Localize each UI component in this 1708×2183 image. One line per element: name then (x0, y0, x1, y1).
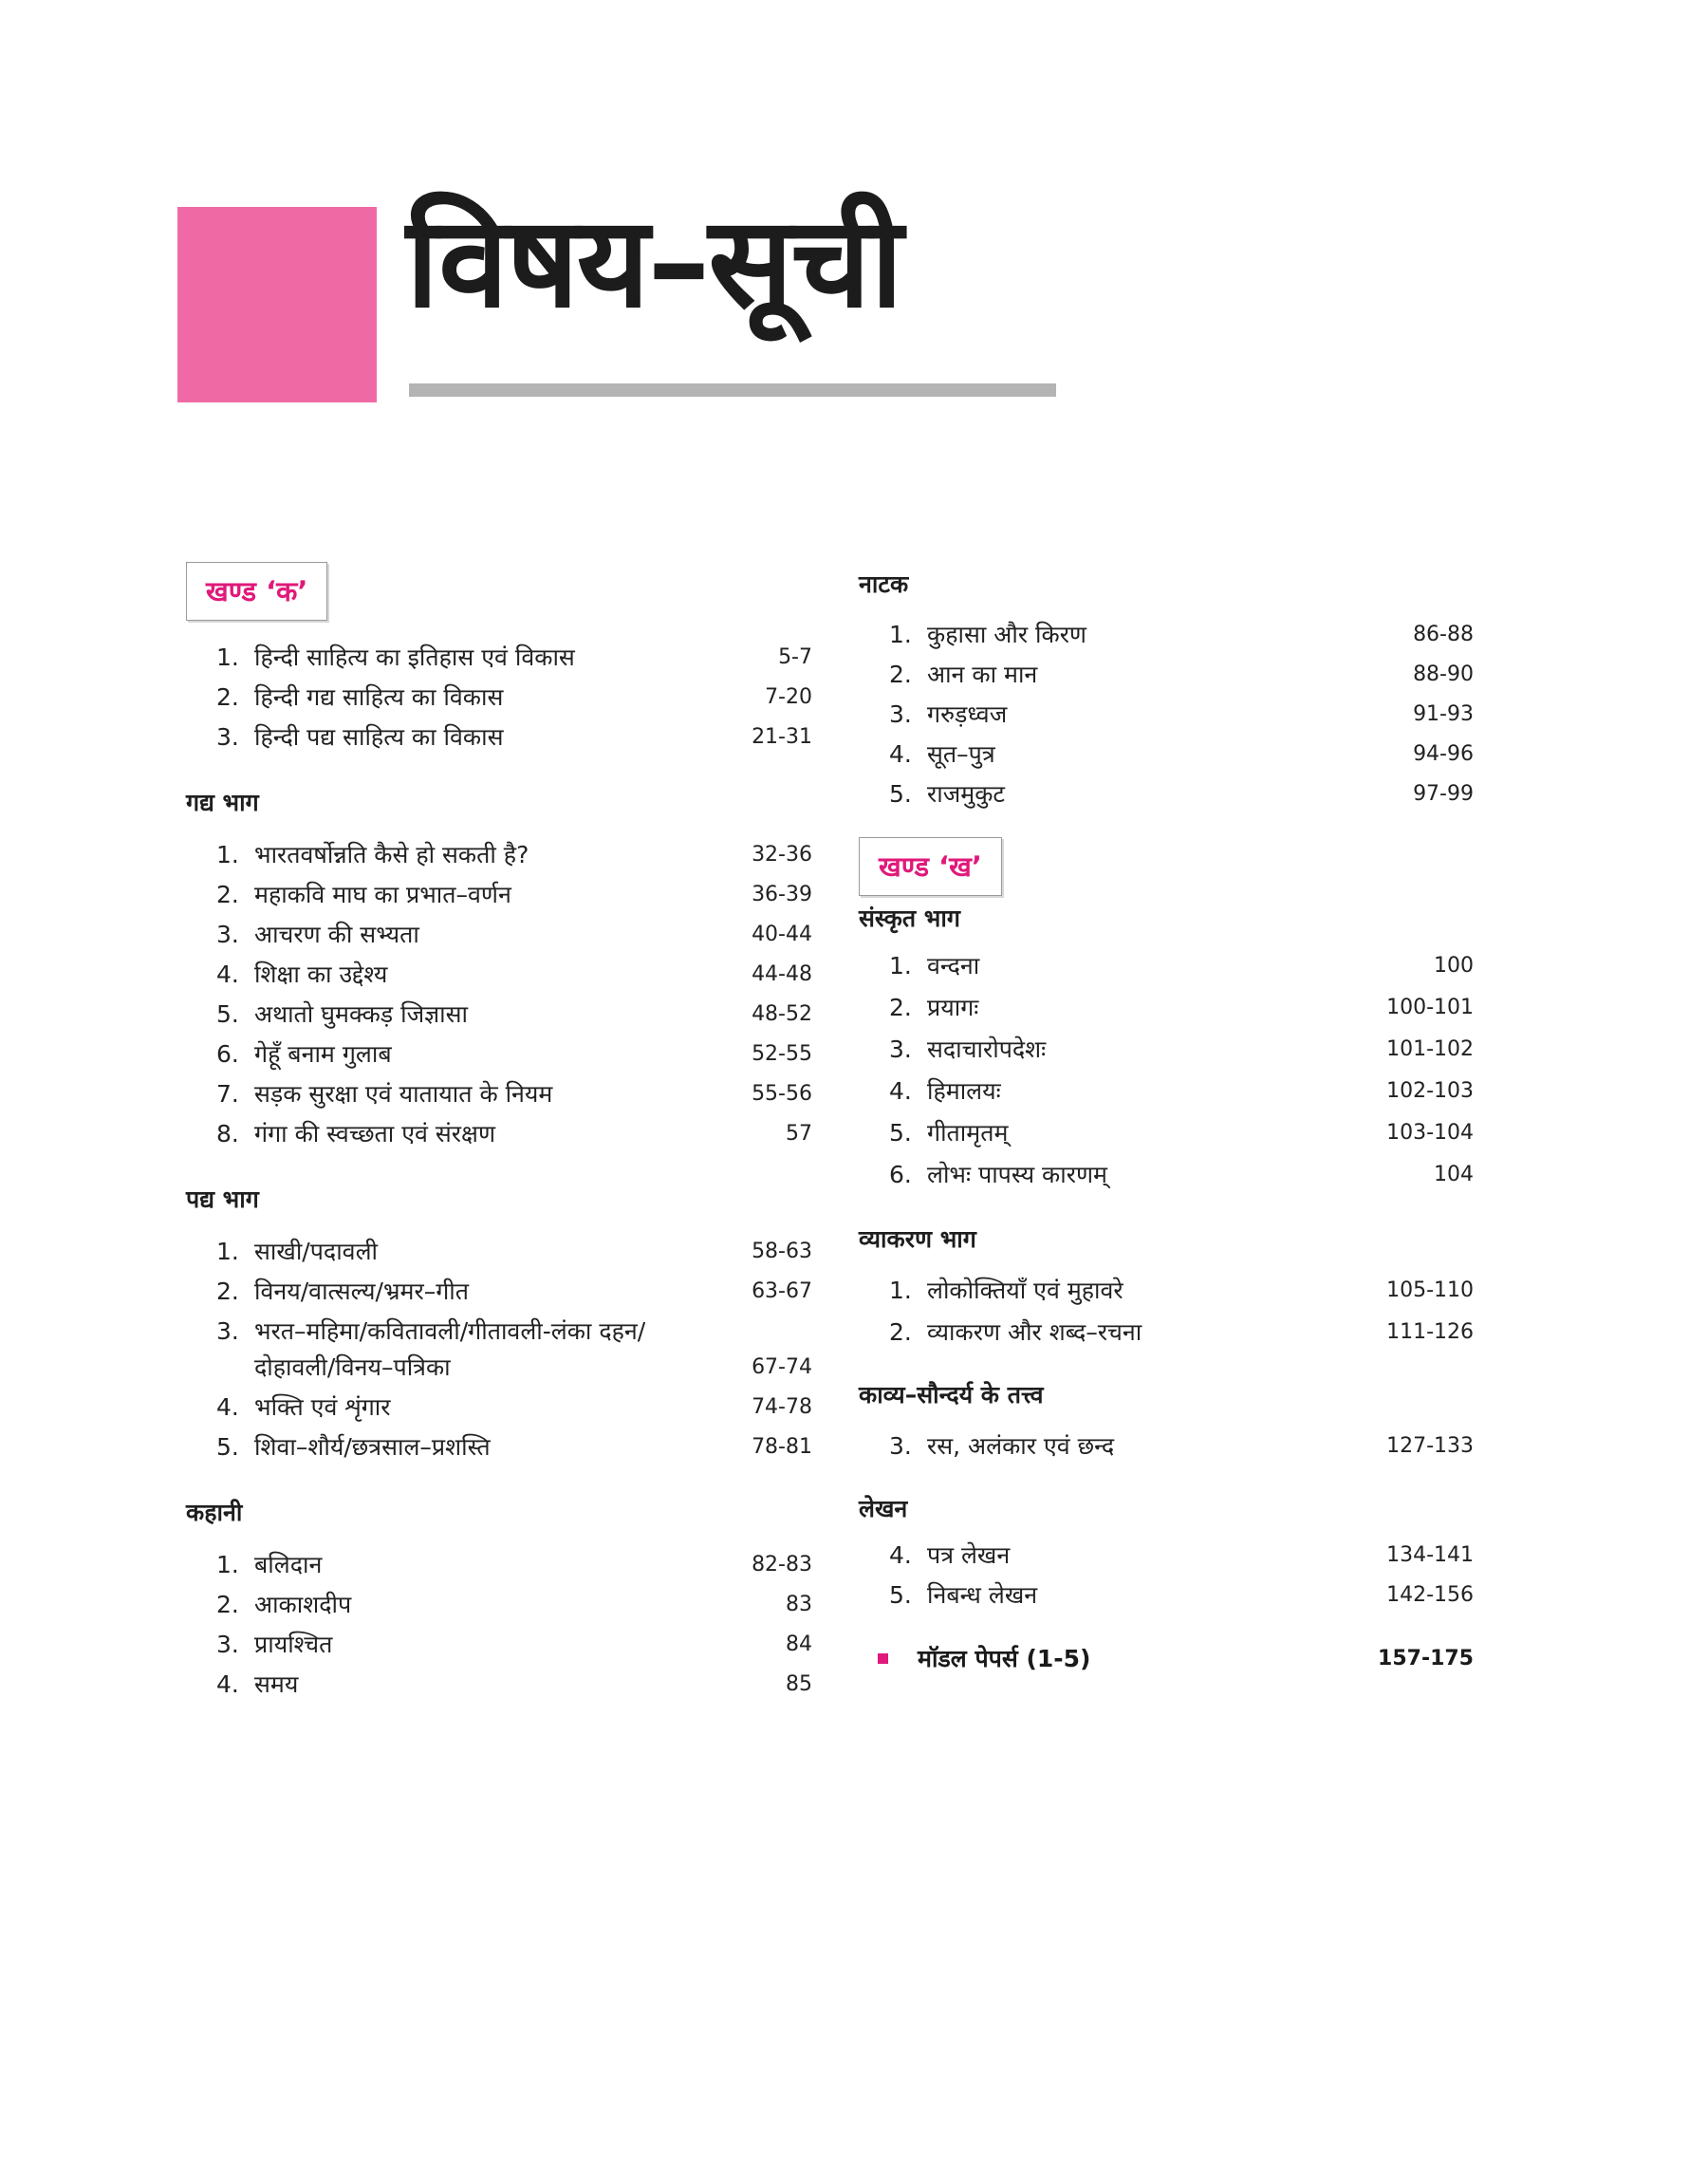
item-title: शिवा–शौर्य/छत्रसाल–प्रशस्ति (254, 1433, 491, 1461)
toc-row[interactable] (859, 1029, 1485, 1071)
item-number: 1. (889, 952, 912, 980)
item-pages: 78-81 (752, 1435, 812, 1459)
padya-list (186, 1232, 812, 1467)
toc-row[interactable] (186, 875, 812, 915)
item-pages: 55-56 (752, 1082, 812, 1106)
item-number: 3. (216, 1317, 239, 1345)
toc-row[interactable] (859, 1426, 1485, 1467)
item-pages: 142-156 (1386, 1583, 1474, 1607)
toc-row[interactable] (859, 655, 1485, 695)
item-title: महाकवि माघ का प्रभात–वर्णन (254, 881, 511, 908)
item-title: निबन्ध लेखन (927, 1581, 1038, 1609)
item-title: अथातो घुमक्कड़ जिज्ञासा (254, 1000, 468, 1028)
item-number: 3. (216, 1631, 239, 1658)
item-pages: 105-110 (1386, 1278, 1474, 1302)
item-title: हिन्दी गद्य साहित्य का विकास (254, 683, 504, 711)
vyakaran-list (859, 1270, 1485, 1353)
toc-row[interactable] (186, 1545, 812, 1585)
group-heading-kavya: काव्य–सौन्दर्य के तत्त्व (859, 1381, 1044, 1409)
toc-row[interactable] (859, 1154, 1485, 1196)
item-title: कुहासा और किरण (927, 621, 1086, 648)
toc-row[interactable] (859, 735, 1485, 774)
item-pages: 44-48 (752, 962, 812, 986)
item-number: 4. (889, 740, 912, 768)
group-heading-padya: पद्य भाग (186, 1185, 259, 1213)
item-pages: 86-88 (1413, 623, 1474, 646)
item-pages: 21-31 (752, 725, 812, 749)
item-title: लोकोक्तियाँ एवं मुहावरे (927, 1277, 1123, 1304)
item-pages: 134-141 (1386, 1543, 1474, 1567)
toc-row[interactable] (186, 678, 812, 718)
item-number: 5. (889, 780, 912, 808)
item-title: सड़क सुरक्षा एवं यातायात के नियम (254, 1080, 553, 1108)
toc-row-model-papers[interactable] (859, 1638, 1485, 1680)
section-label-khand-kh: खण्ड ‘ख’ (859, 837, 1002, 896)
item-number: 2. (216, 1278, 239, 1305)
toc-row[interactable] (186, 1625, 812, 1665)
toc-row[interactable] (859, 1270, 1485, 1312)
kavya-list (859, 1426, 1485, 1467)
item-pages: 5-7 (778, 645, 812, 669)
toc-left-column (186, 562, 812, 1705)
item-title: राजमुकुट (927, 780, 1006, 808)
page-title: विषय–सूची (406, 190, 901, 336)
kahani-list (186, 1545, 812, 1705)
item-number: 1. (216, 1551, 239, 1578)
item-title: गेहूँ बनाम गुलाब (254, 1040, 392, 1068)
item-title: आन का मान (927, 661, 1038, 688)
item-title: हिन्दी पद्य साहित्य का विकास (254, 723, 504, 751)
item-title: हिन्दी साहित्य का इतिहास एवं विकास (254, 644, 575, 671)
item-number: 1. (216, 644, 239, 671)
item-pages: 101-102 (1386, 1037, 1474, 1061)
item-title: साखी/पदावली (254, 1238, 378, 1265)
item-pages: 63-67 (752, 1279, 812, 1303)
toc-row[interactable] (859, 774, 1485, 814)
item-number: 4. (216, 1393, 239, 1421)
item-title: प्रयागः (927, 994, 979, 1021)
toc-row[interactable] (859, 1536, 1485, 1576)
item-title: गरुड़ध्वज (927, 700, 1008, 728)
item-pages: 58-63 (752, 1240, 812, 1263)
item-number: 5. (216, 1000, 239, 1028)
item-title: भरत–महिमा/कवितावली/गीतावली-लंका दहन/ दोहावली/विनय–पत्रिका (254, 1317, 646, 1381)
item-number: 4. (216, 1670, 239, 1698)
item-pages: 97-99 (1413, 782, 1474, 806)
toc-row[interactable] (186, 1585, 812, 1625)
toc-row[interactable] (186, 915, 812, 955)
item-number: 5. (216, 1433, 239, 1461)
item-pages: 88-90 (1413, 662, 1474, 686)
item-title: प्रायश्चित (254, 1631, 333, 1658)
section-label-khand-k: खण्ड ‘क’ (186, 562, 327, 621)
item-number: 2. (216, 1591, 239, 1618)
item-number: 3. (889, 700, 912, 728)
item-pages: 111-126 (1386, 1320, 1474, 1344)
item-pages: 157-175 (1378, 1647, 1474, 1670)
item-title: शिक्षा का उद्देश्य (254, 961, 388, 988)
toc-row[interactable] (859, 945, 1485, 987)
item-pages: 102-103 (1386, 1079, 1474, 1103)
intro-list (186, 638, 812, 757)
toc-row[interactable] (859, 695, 1485, 735)
toc-row[interactable] (859, 615, 1485, 655)
item-pages: 67-74 (752, 1355, 812, 1379)
toc-row[interactable] (859, 1312, 1485, 1353)
item-title: समय (254, 1670, 299, 1698)
item-pages: 40-44 (752, 923, 812, 946)
item-number: 7. (216, 1080, 239, 1108)
item-number: 6. (889, 1161, 912, 1188)
item-number: 5. (889, 1119, 912, 1147)
toc-row[interactable] (186, 1114, 812, 1154)
toc-row[interactable] (859, 1071, 1485, 1112)
lekhan-list (859, 1536, 1485, 1615)
group-heading-natak: नाटक (859, 570, 909, 598)
item-title: व्याकरण और शब्द–रचना (927, 1318, 1142, 1346)
item-pages: 84 (786, 1633, 812, 1656)
item-title: हिमालयः (927, 1077, 1001, 1105)
group-heading-lekhan: लेखन (859, 1495, 908, 1522)
item-number: 5. (889, 1581, 912, 1609)
title-accent-block (177, 207, 377, 402)
item-pages: 127-133 (1386, 1434, 1474, 1458)
toc-row[interactable] (186, 835, 812, 875)
item-pages: 85 (786, 1672, 812, 1696)
item-title: सदाचारोपदेशः (927, 1036, 1047, 1063)
item-number: 2. (889, 1318, 912, 1346)
item-number: 2. (216, 683, 239, 711)
toc-row[interactable] (186, 1272, 812, 1312)
item-pages: 103-104 (1386, 1121, 1474, 1145)
item-number: 3. (216, 921, 239, 948)
item-number: 1. (216, 841, 239, 868)
item-title: लोभः पापस्य कारणम् (927, 1161, 1107, 1188)
item-number: 3. (889, 1036, 912, 1063)
sanskrit-list (859, 945, 1485, 1196)
toc-right-column (859, 568, 1485, 1680)
toc-row[interactable] (186, 1665, 812, 1705)
title-underline (409, 383, 1056, 397)
item-pages: 74-78 (752, 1395, 812, 1419)
item-number: 4. (216, 961, 239, 988)
gadya-list (186, 835, 812, 1154)
square-bullet-icon (878, 1653, 888, 1664)
item-pages: 57 (786, 1122, 812, 1146)
item-pages: 94-96 (1413, 742, 1474, 766)
toc-row[interactable] (186, 718, 812, 757)
item-title: आचरण की सभ्यता (254, 921, 419, 948)
item-title: सूत–पुत्र (927, 740, 995, 768)
item-number: 4. (889, 1541, 912, 1569)
item-title: गीतामृतम् (927, 1119, 1009, 1147)
item-pages: 100 (1434, 954, 1474, 978)
toc-row[interactable] (186, 1035, 812, 1074)
item-pages: 100-101 (1386, 996, 1474, 1019)
item-pages: 36-39 (752, 883, 812, 906)
item-pages: 32-36 (752, 843, 812, 867)
group-heading-vyakaran: व्याकरण भाग (859, 1225, 976, 1253)
toc-row[interactable] (859, 1112, 1485, 1154)
item-number: 2. (889, 994, 912, 1021)
item-number: 8. (216, 1120, 239, 1147)
item-number: 4. (889, 1077, 912, 1105)
item-number: 3. (216, 723, 239, 751)
item-title: पत्र लेखन (927, 1541, 1011, 1569)
toc-row[interactable] (859, 987, 1485, 1029)
natak-list (859, 615, 1485, 814)
item-title: रस, अलंकार एवं छन्द (927, 1432, 1115, 1460)
item-pages: 7-20 (765, 685, 812, 709)
item-number: 1. (889, 1277, 912, 1304)
item-pages: 104 (1434, 1163, 1474, 1186)
toc-row[interactable] (186, 1388, 812, 1427)
item-pages: 48-52 (752, 1002, 812, 1026)
item-pages: 82-83 (752, 1553, 812, 1577)
item-number: 1. (889, 621, 912, 648)
toc-row[interactable] (186, 955, 812, 995)
item-title: भक्ति एवं शृंगार (254, 1393, 391, 1421)
item-number: 2. (889, 661, 912, 688)
group-heading-sanskrit: संस्कृत भाग (859, 905, 960, 932)
item-number: 3. (889, 1432, 912, 1460)
item-title: वन्दना (927, 952, 980, 980)
item-title: मॉडल पेपर्स (1-5) (918, 1645, 1091, 1672)
item-pages: 91-93 (1413, 702, 1474, 726)
item-title: विनय/वात्सल्य/भ्रमर–गीत (254, 1278, 469, 1305)
toc-row[interactable] (859, 1576, 1485, 1615)
item-title: गंगा की स्वच्छता एवं संरक्षण (254, 1120, 496, 1147)
item-number: 2. (216, 881, 239, 908)
item-pages: 52-55 (752, 1042, 812, 1066)
toc-row[interactable] (186, 1427, 812, 1467)
toc-row[interactable] (186, 1232, 812, 1272)
item-title: आकाशदीप (254, 1591, 352, 1618)
group-heading-gadya: गद्य भाग (186, 789, 259, 816)
toc-row[interactable] (186, 638, 812, 678)
toc-row[interactable] (186, 1312, 812, 1388)
toc-row[interactable] (186, 1074, 812, 1114)
group-heading-kahani: कहानी (186, 1499, 243, 1526)
item-title: बलिदान (254, 1551, 323, 1578)
item-number: 1. (216, 1238, 239, 1265)
item-title: भारतवर्षोन्नति कैसे हो सकती है? (254, 841, 529, 868)
toc-row[interactable] (186, 995, 812, 1035)
item-pages: 83 (786, 1593, 812, 1616)
item-number: 6. (216, 1040, 239, 1068)
